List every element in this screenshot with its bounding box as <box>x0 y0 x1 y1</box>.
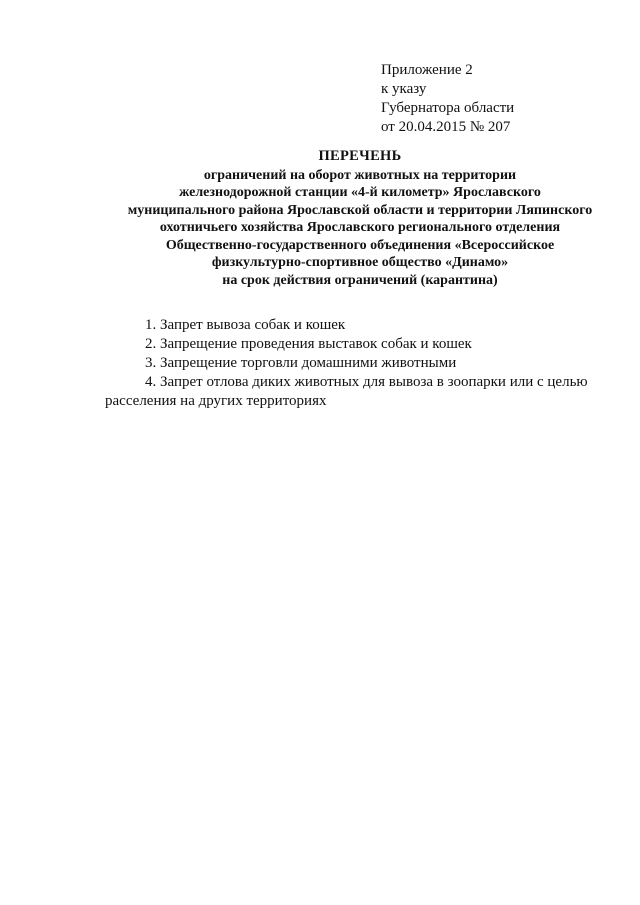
list-item: 3. Запрещение торговли домашними животными <box>145 355 457 371</box>
heading-line: железнодорожной станции «4-й километр» Ярославского <box>179 185 541 200</box>
list-item: 4. Запрет отлова диких животных для вывоза в зоопарки или с целью <box>145 374 588 390</box>
list-item: 1. Запрет вывоза собак и кошек <box>145 317 346 333</box>
heading-line: охотничьего хозяйства Ярославского регионального отделения <box>159 220 561 235</box>
heading-line: на срок действия ограничений (карантина) <box>222 272 498 288</box>
document-heading <box>80 148 640 289</box>
list-item-continuation: расселения на других территориях <box>105 393 327 409</box>
appendix-block <box>381 61 621 137</box>
appendix-date: от 20.04.2015 № 207 <box>381 119 511 135</box>
heading-line: ограничений на оборот животных на территории <box>203 167 517 183</box>
document-title: ПЕРЕЧЕНЬ <box>318 148 402 164</box>
heading-line: муниципального района Ярославской области и территории Ляпинского <box>127 202 593 218</box>
heading-line: физкультурно-спортивное общество «Динамо» <box>211 255 509 270</box>
appendix-reference: к указу <box>381 81 427 97</box>
appendix-number: Приложение 2 <box>381 62 473 78</box>
list-item: 2. Запрещение проведения выставок собак и кошек <box>145 336 472 352</box>
appendix-authority: Губернатора области <box>381 100 515 116</box>
restrictions-list <box>105 316 625 411</box>
heading-line: Общественно-государственного объединения «Всероссийское <box>165 237 555 253</box>
